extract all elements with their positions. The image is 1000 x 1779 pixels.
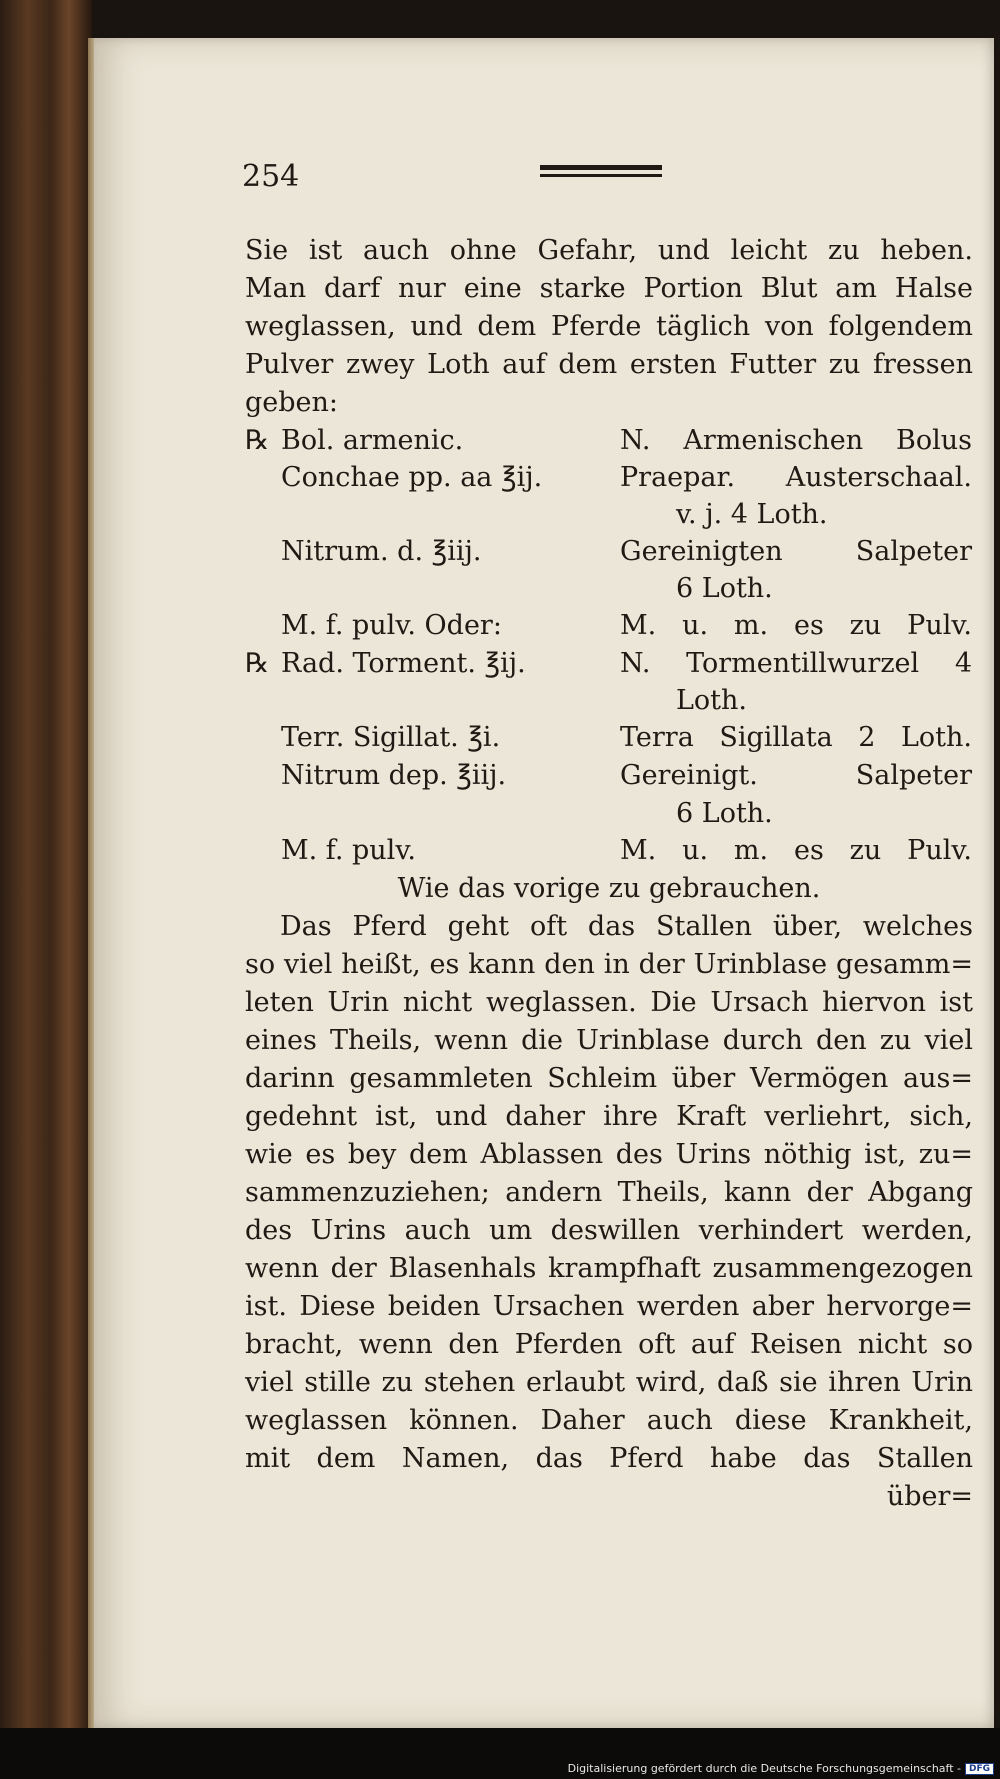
recipe-line: Conchae pp. aa ℥ij. [281, 462, 543, 493]
text-line: mit dem Namen, das Pferd habe das Stallen [245, 1443, 973, 1474]
text-line: sammenzuziehen; andern Theils, kann der Abgang [245, 1177, 973, 1208]
text-line: weglassen können. Daher auch diese Krankheit, [245, 1405, 973, 1436]
recipe-translation: Praepar. Austerschaal. [620, 462, 972, 493]
recipe-line: Nitrum dep. ℥iij. [281, 760, 507, 791]
text-line: viel stille zu stehen erlaubt wird, daß sie ihren Urin [245, 1367, 973, 1398]
recipe-line: ℞ Rad. Torment. ℥ij. [245, 645, 526, 682]
text-line: ist. Diese beiden Ursachen werden aber hervorge= [245, 1291, 973, 1322]
text-line: geben: [245, 387, 339, 418]
text-line: darinn gesammleten Schleim über Vermögen aus= [245, 1063, 973, 1094]
text-line: eines Theils, wenn die Urinblase durch den zu viel [245, 1025, 973, 1056]
text-line: Das Pferd geht oft das Stallen über, welches [280, 911, 973, 942]
recipe-translation: Terra Sigillata 2 Loth. [620, 722, 972, 753]
rx-symbol: ℞ [245, 648, 270, 679]
text-line: Sie ist auch ohne Gefahr, und leicht zu heben. [245, 235, 973, 266]
text-line: Pulver zwey Loth auf dem ersten Futter zu fressen [245, 349, 973, 380]
text-line: des Urins auch um deswillen verhindert werden, [245, 1215, 973, 1246]
book-spine [0, 0, 92, 1779]
text-line: gedehnt ist, und daher ihre Kraft verliehrt, sich, [245, 1101, 973, 1132]
text-line: wie es bey dem Ablassen des Urins nöthig ist, zu= [245, 1139, 973, 1170]
dfg-logo: DFG [965, 1763, 994, 1775]
recipe-line: M. f. pulv. Oder: [281, 610, 502, 641]
usage-note: Wie das vorige zu gebrauchen. [397, 873, 821, 904]
recipe-line: M. f. pulv. [281, 835, 416, 866]
recipe-line: ℞ Bol. armenic. [245, 422, 463, 459]
text-line: bracht, wenn den Pferden oft auf Reisen nicht so [245, 1329, 973, 1360]
text-line: leten Urin nicht weglassen. Die Ursach hiervon ist [245, 987, 973, 1018]
recipe-translation: Loth. [676, 685, 748, 716]
recipe-translation: Gereinigt. Salpeter [620, 760, 972, 791]
footer-text: Digitalisierung gefördert durch die Deutsche Forschungsgemeinschaft - [567, 1762, 961, 1775]
recipe-translation: 6 Loth. [676, 798, 773, 829]
text-line: so viel heißt, es kann den in der Urinblase gesamm= [245, 949, 973, 980]
recipe-translation: M. u. m. es zu Pulv. [620, 835, 972, 866]
recipe-translation: N. Tormentillwurzel 4 [620, 648, 972, 679]
rx-symbol: ℞ [245, 425, 270, 456]
text-line: weglassen, und dem Pferde täglich von folgendem [245, 311, 973, 342]
recipe-line: Nitrum. d. ℥iij. [281, 536, 482, 567]
recipe-translation: Gereinigten Salpeter [620, 536, 972, 567]
digitization-footer [568, 1762, 994, 1775]
recipe-translation: v. j. 4 Loth. [676, 499, 828, 530]
recipe-line: Terr. Sigillat. ℥i. [281, 722, 501, 753]
header-rule [540, 165, 662, 170]
text-line: Man darf nur eine starke Portion Blut am Halse [245, 273, 973, 304]
catchword: über= [886, 1481, 973, 1512]
text-line: wenn der Blasenhals krampfhaft zusammengezogen [245, 1253, 973, 1284]
recipe-translation: M. u. m. es zu Pulv. [620, 610, 972, 641]
page-number: 254 [242, 159, 300, 194]
recipe-translation: N. Armenischen Bolus [620, 425, 972, 456]
header-rule-thin [540, 174, 662, 177]
recipe-translation: 6 Loth. [676, 573, 773, 604]
